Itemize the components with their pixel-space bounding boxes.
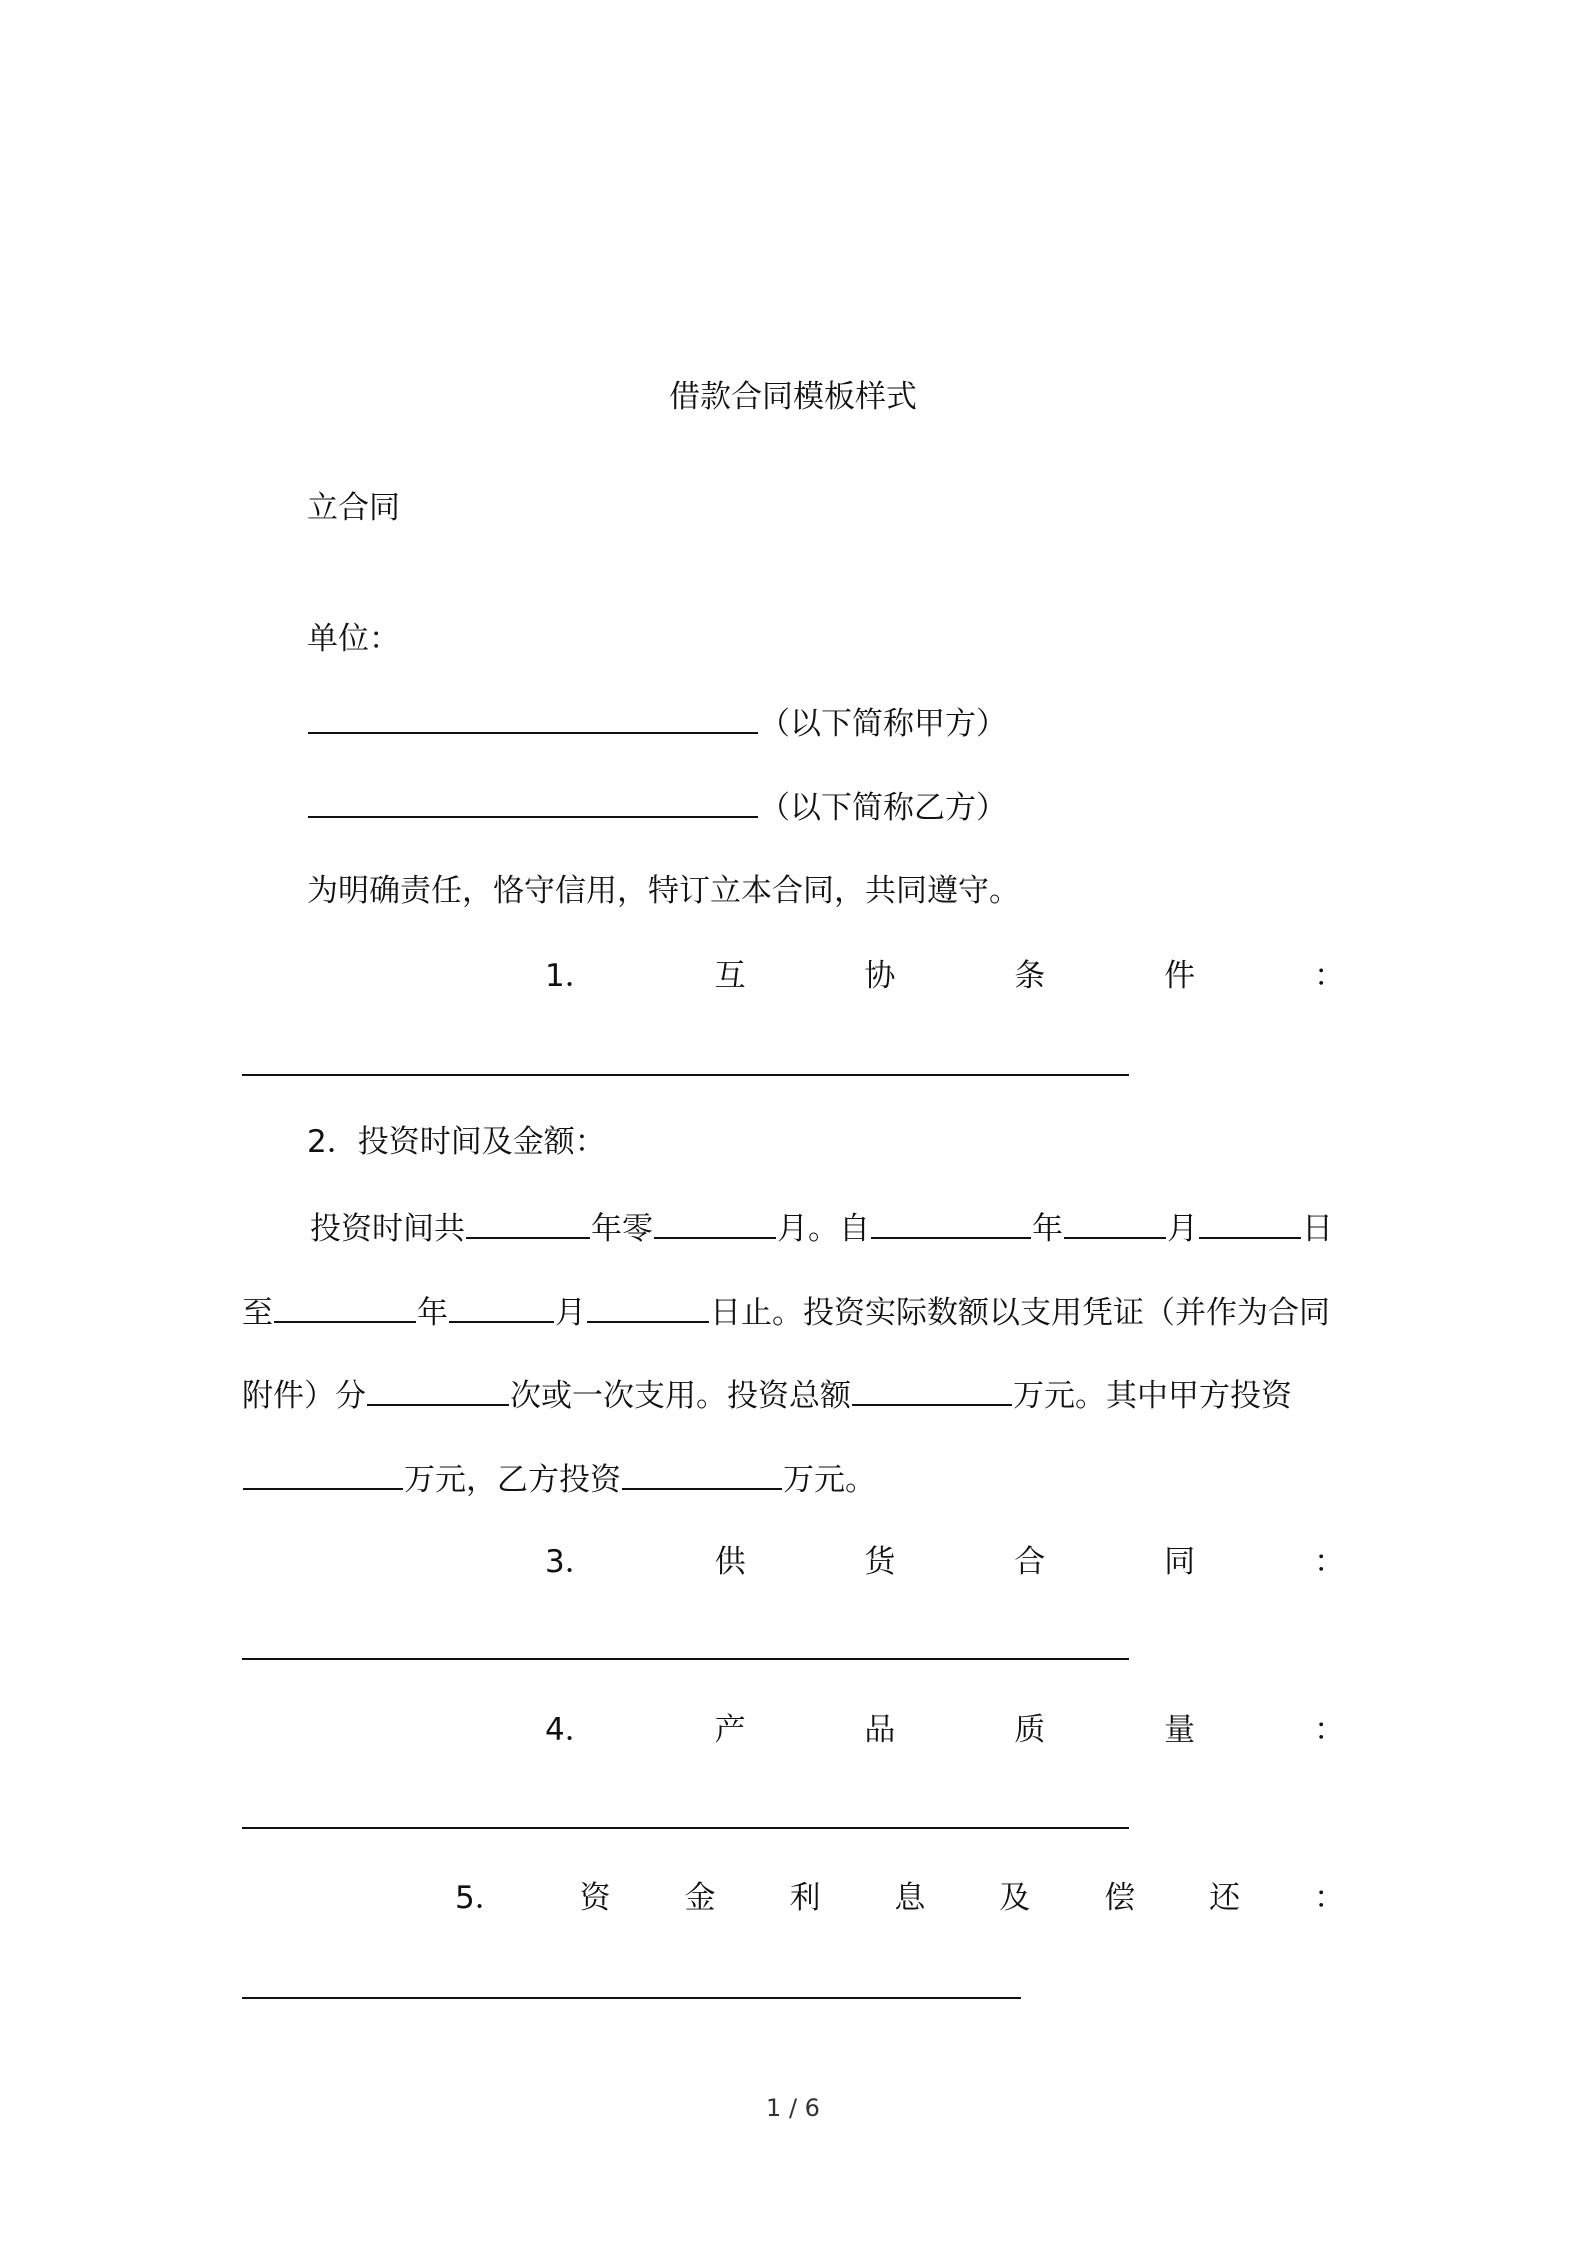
section-5-heading (455, 1878, 1345, 1918)
text: 附件）分 (242, 1378, 366, 1414)
page-number: 1 / 6 (766, 2094, 820, 2122)
heading-char: 质 (1014, 1712, 1046, 1748)
party-b-line (307, 786, 1007, 828)
text: 月。自 (777, 1211, 870, 1247)
party-a-label: （以下简称甲方） (759, 706, 1007, 742)
heading-colon: ： (1313, 958, 1345, 994)
section-4-heading (545, 1710, 1345, 1750)
text: 日 (1302, 1211, 1333, 1247)
heading-char: 金 (684, 1880, 716, 1916)
heading-char: 品 (864, 1712, 896, 1748)
section-3-heading (545, 1542, 1345, 1582)
unit-label: 单位： (307, 621, 400, 657)
heading-char: 及 (999, 1880, 1031, 1916)
section-number: 3． (545, 1544, 596, 1580)
para-2-row-1 (310, 1207, 1333, 1249)
heading-char: 息 (894, 1880, 926, 1916)
blank-field[interactable] (871, 1207, 1031, 1239)
heading-char: 供 (714, 1544, 746, 1580)
text: 年 (1032, 1211, 1063, 1247)
section-5-blank[interactable] (242, 1997, 1021, 1999)
text: 至 (242, 1295, 273, 1331)
party-b-label: （以下简称乙方） (759, 790, 1007, 826)
heading-char: 量 (1164, 1712, 1196, 1748)
heading-colon: ： (1313, 1880, 1345, 1916)
heading-char: 条 (1014, 958, 1046, 994)
blank-field[interactable] (852, 1374, 1012, 1406)
blank-field[interactable] (367, 1374, 509, 1406)
party-a-line (307, 702, 1007, 744)
text: 万元。其中甲方投资 (1013, 1378, 1292, 1414)
heading-char: 还 (1209, 1880, 1241, 1916)
para-2-row-4 (242, 1458, 876, 1500)
heading-char: 利 (789, 1880, 821, 1916)
heading-colon: ： (1313, 1712, 1345, 1748)
heading-char: 协 (864, 958, 896, 994)
heading-char: 货 (864, 1544, 896, 1580)
section-1-heading (545, 956, 1345, 996)
blank-field[interactable] (449, 1291, 554, 1323)
heading-char: 件 (1164, 958, 1196, 994)
blank-field[interactable] (274, 1291, 416, 1323)
blank-field[interactable] (587, 1291, 709, 1323)
section-number: 5． (455, 1880, 506, 1916)
blank-field[interactable] (308, 702, 758, 734)
heading-char: 资 (579, 1880, 611, 1916)
intro-text: 立合同 (307, 490, 400, 526)
text: 年 (417, 1295, 448, 1331)
blank-field[interactable] (308, 786, 758, 818)
blank-field[interactable] (243, 1458, 403, 1490)
text: 月 (555, 1295, 586, 1331)
blank-field[interactable] (622, 1458, 782, 1490)
text: 月 (1167, 1211, 1198, 1247)
heading-char: 同 (1164, 1544, 1196, 1580)
section-number: 1． (545, 958, 596, 994)
section-3-blank[interactable] (242, 1658, 1129, 1660)
text: 万元。 (783, 1462, 876, 1498)
blank-field[interactable] (1064, 1207, 1166, 1239)
text: 年零 (591, 1211, 653, 1247)
para-2-row-3 (242, 1374, 1292, 1416)
section-1-blank[interactable] (242, 1074, 1129, 1076)
blank-field[interactable] (466, 1207, 590, 1239)
heading-char: 合 (1014, 1544, 1046, 1580)
text: 万元，乙方投资 (404, 1462, 621, 1498)
section-4-blank[interactable] (242, 1827, 1129, 1829)
text: 次或一次支用。投资总额 (510, 1378, 851, 1414)
section-number: 4． (545, 1712, 596, 1748)
para-2-row-2 (242, 1291, 1330, 1333)
text: 投资时间共 (310, 1211, 465, 1247)
text: 日止。投资实际数额以支用凭证（并作为合同 (710, 1295, 1330, 1331)
heading-char: 偿 (1104, 1880, 1136, 1916)
heading-char: 互 (714, 958, 746, 994)
preamble: 为明确责任，恪守信用，特订立本合同，共同遵守。 (307, 873, 1020, 909)
heading-colon: ： (1313, 1544, 1345, 1580)
blank-field[interactable] (654, 1207, 776, 1239)
heading-char: 产 (714, 1712, 746, 1748)
blank-field[interactable] (1199, 1207, 1301, 1239)
section-2-heading: 2．投资时间及金额： (307, 1124, 606, 1160)
document-title: 借款合同模板样式 (669, 379, 917, 415)
